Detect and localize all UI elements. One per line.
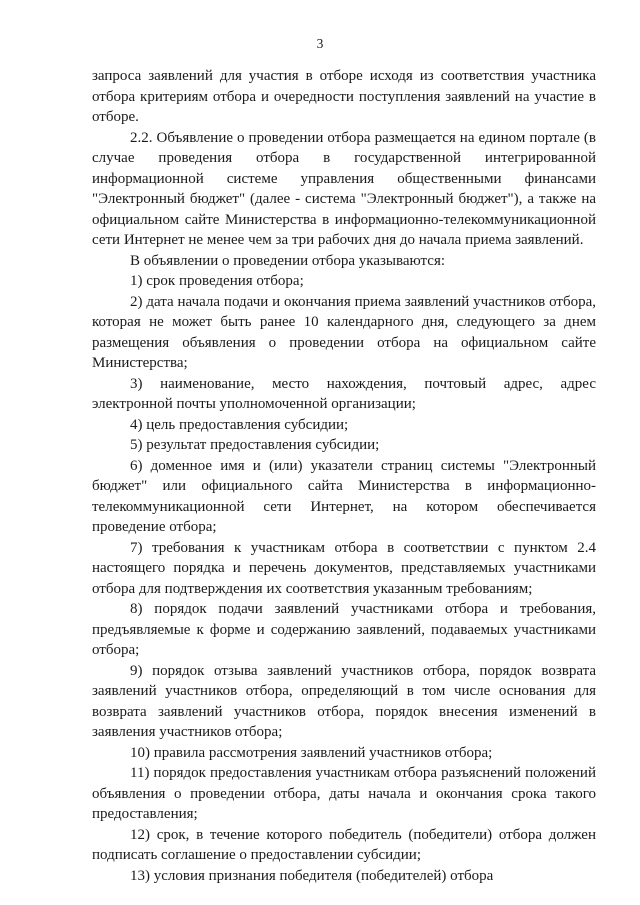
list-item-11: 11) порядок предоставления участникам отбора разъяснений положений объявления о проведении отбора, даты начала и окончания срока такого предоставления; xyxy=(92,765,596,822)
list-item-8: 8) порядок подачи заявлений участниками отбора и требования, предъявляемые к форме и содержанию заявлений, подаваемых участниками отбора; xyxy=(92,601,596,658)
list-item-3: 3) наименование, место нахождения, почтовый адрес, адрес электронной почты уполномоченной организации; xyxy=(92,375,596,412)
list-item-10: 10) правила рассмотрения заявлений участников отбора; xyxy=(130,744,493,761)
list-item-9: 9) порядок отзыва заявлений участников отбора, порядок возврата заявлений участников отбора, определяющий в том числе основания для возврата заявлений участников отбора, порядок внесения изменений в заявления участников отбора; xyxy=(92,662,596,740)
list-item-2: 2) дата начала подачи и окончания приема заявлений участников отбора, которая не может быть ранее 10 календарного дня, следующего за днем размещения объявления о проведении отбора на официальном сайте Министерства; xyxy=(92,293,596,371)
list-item-5: 5) результат предоставления субсидии; xyxy=(130,437,380,453)
paragraph-2-2-announcement: 2.2. Объявление о проведении отбора размещается на едином портале (в случае проведения отбора в государственной интегрированной информационной системе управления общественными финансами "Электронный бюджет" (далее - система "Электронный бюджет"), а также на официальном сайте Министерства в информационно-телекоммуникационной сети Интернет не менее чем за три рабочих дня до начала приема заявлений. xyxy=(92,129,596,248)
list-item-12: 12) срок, в течение которого победитель (победители) отбора должен подписать соглашение о предоставлении субсидии; xyxy=(92,826,596,863)
paragraph-continued: запроса заявлений для участия в отборе исходя из соответствия участника отбора критериям отбора и очередности поступления заявлений на участие в отборе. xyxy=(92,68,596,125)
list-item-13: 13) условия признания победителя (победителей) отбора xyxy=(130,867,494,884)
body-text xyxy=(92,66,596,886)
list-item-6: 6) доменное имя и (или) указатели страниц системы "Электронный бюджет" или официального сайта Министерства в информационно-телекоммуникационной сети Интернет, на котором обеспечивается проведение отбора; xyxy=(92,457,596,535)
page-number: 3 xyxy=(316,36,324,51)
paragraph-announcement-contents: В объявлении о проведении отбора указываются: xyxy=(130,252,446,269)
list-item-7: 7) требования к участникам отбора в соответствии с пунктом 2.4 настоящего порядка и перечень документов, представляемых участниками отбора для подтверждения их соответствия указанным требованиям; xyxy=(92,539,596,597)
list-item-4: 4) цель предоставления субсидии; xyxy=(130,416,349,433)
list-item-1: 1) срок проведения отбора; xyxy=(130,273,304,289)
